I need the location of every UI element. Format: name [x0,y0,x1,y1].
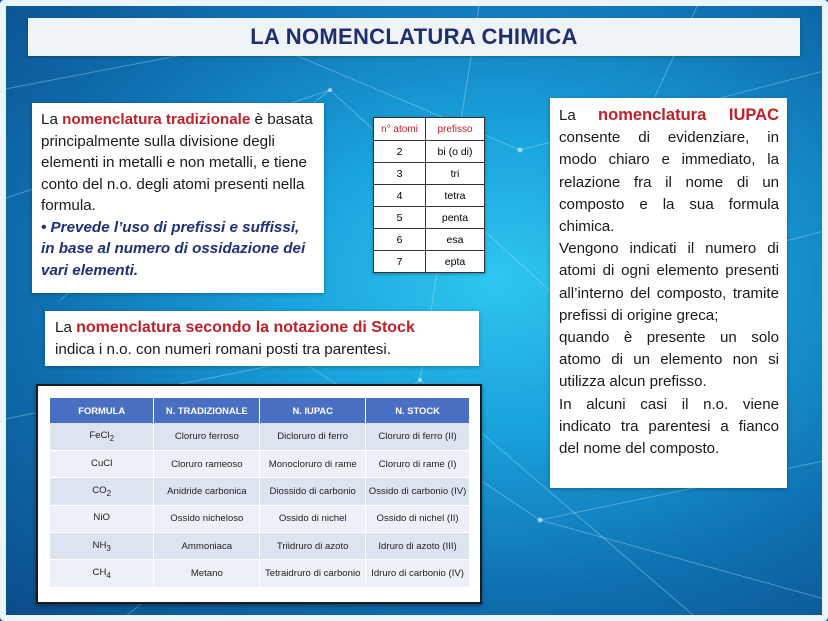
header-traditional: N. TRADIZIONALE [154,398,260,423]
cell-formula [50,560,154,587]
table-row [50,478,470,505]
cell-traditional: Ossido nicheloso [154,505,260,532]
formula-text: NiO [93,512,110,524]
traditional-bullet: • Prevede l’uso di prefissi e suffissi, in base al numero di ossidazione dei vari elementi. [41,218,306,280]
cell-iupac: Triidruro di azoto [260,533,366,560]
prefix-atoms: 5 [374,207,426,229]
cell-stock: Idruro di carbonio (IV) [366,560,470,587]
title-bar [28,18,800,56]
cell-stock: Ossido di carbonio (IV) [366,478,470,505]
formula-text: CO [92,485,107,497]
cell-traditional: Cloruro rameoso [154,450,260,477]
formula-subscript: 3 [106,543,111,553]
table-row [50,505,470,532]
cell-traditional: Metano [154,560,260,587]
cell-formula [50,450,154,477]
formula-text: NH [92,539,107,551]
prefix-atoms: 4 [374,185,426,207]
iupac-paragraph-3: quando è presente un solo atomo di un elemento non si utilizza alcun prefisso. [559,328,779,391]
stock-text: indica i n.o. con numeri romani posti tra parentesi. [55,341,391,359]
prefix-row [374,163,485,185]
prefix-row [374,185,485,207]
prefix-name: tetra [426,185,485,207]
compounds-table-frame [36,384,482,604]
cell-stock: Cloruro di ferro (II) [366,423,470,450]
compounds-table [50,398,470,588]
prefix-atoms: 2 [374,141,426,163]
prefix-name: bi (o di) [426,141,485,163]
prefix-atoms: 6 [374,229,426,251]
header-iupac: N. IUPAC [260,398,366,423]
cell-iupac: Diossido di carbonio [260,478,366,505]
stock-highlight: nomenclatura secondo la notazione di Stock [76,319,415,336]
cell-formula [50,478,154,505]
iupac-paragraph-2: Vengono indicati il numero di atomi di ogni elemento presenti all’interno del composto, tramite prefissi di origine greca; [559,240,779,324]
cell-stock: Cloruro di rame (I) [366,450,470,477]
prefix-header-prefix: prefisso [426,118,485,141]
traditional-prefix: La [41,111,63,128]
cell-stock: Idruro di azoto (III) [366,533,470,560]
cell-traditional: Ammoniaca [154,533,260,560]
cell-iupac: Dicloruro di ferro [260,423,366,450]
cell-traditional: Anidride carbonica [154,478,260,505]
formula-subscript: 2 [106,488,112,498]
prefix-table [373,117,485,273]
page-title: LA NOMENCLATURA CHIMICA [250,24,578,49]
header-stock: N. STOCK [366,398,470,423]
iupac-prefix: La [559,107,599,124]
table-row [50,533,470,560]
traditional-highlight: nomenclatura tradizionale [62,111,251,128]
cell-iupac: Monocloruro di rame [260,450,366,477]
formula-subscript: 4 [106,571,111,581]
cell-formula [50,533,154,560]
table-row [50,423,470,450]
cell-traditional: Cloruro ferroso [154,423,260,450]
iupac-paragraph-4: In alcuni casi il n.o. viene indicato tra parentesi a fianco del nome del composto. [559,395,779,457]
table-row [50,450,470,477]
prefix-atoms: 3 [374,163,426,185]
prefix-table-header [374,118,485,141]
header-formula: FORMULA [50,398,154,423]
cell-stock: Ossido di nichel (II) [366,505,470,532]
prefix-row [374,251,485,273]
iupac-text-1: consente di evidenziare, in modo chiaro e immediato, la relazione fra il nome di un composto e la sua formula chimica. [559,129,779,235]
prefix-row [374,141,485,163]
prefix-header-atoms: n° atomi [374,118,426,141]
iupac-paragraph-1 [559,103,779,238]
traditional-text: è basata principalmente sulla divisione degli elementi in metalli e non metalli, e tiene conto del n.o. degli atomi presenti nella formula. [41,111,313,215]
stock-prefix: La [55,319,77,336]
stock-nomenclature-box [45,311,479,366]
compounds-table-header [50,398,470,423]
formula-text: FeCl [89,429,110,441]
iupac-nomenclature-box [550,98,787,488]
formula-subscript: 2 [109,433,115,443]
cell-iupac: Tetraidruro di carbonio [260,560,366,587]
prefix-name: tri [426,163,485,185]
prefix-row [374,229,485,251]
cell-iupac: Ossido di nichel [260,505,366,532]
formula-text: CuCl [91,457,113,469]
prefix-atoms: 7 [374,251,426,273]
formula-text: CH [92,567,107,579]
prefix-name: penta [426,207,485,229]
prefix-name: epta [426,251,485,273]
prefix-row [374,207,485,229]
traditional-nomenclature-box [32,103,324,293]
cell-formula [50,423,154,450]
table-row [50,560,470,587]
cell-formula [50,505,154,532]
iupac-highlight: nomenclatura IUPAC [598,106,779,124]
prefix-name: esa [426,229,485,251]
